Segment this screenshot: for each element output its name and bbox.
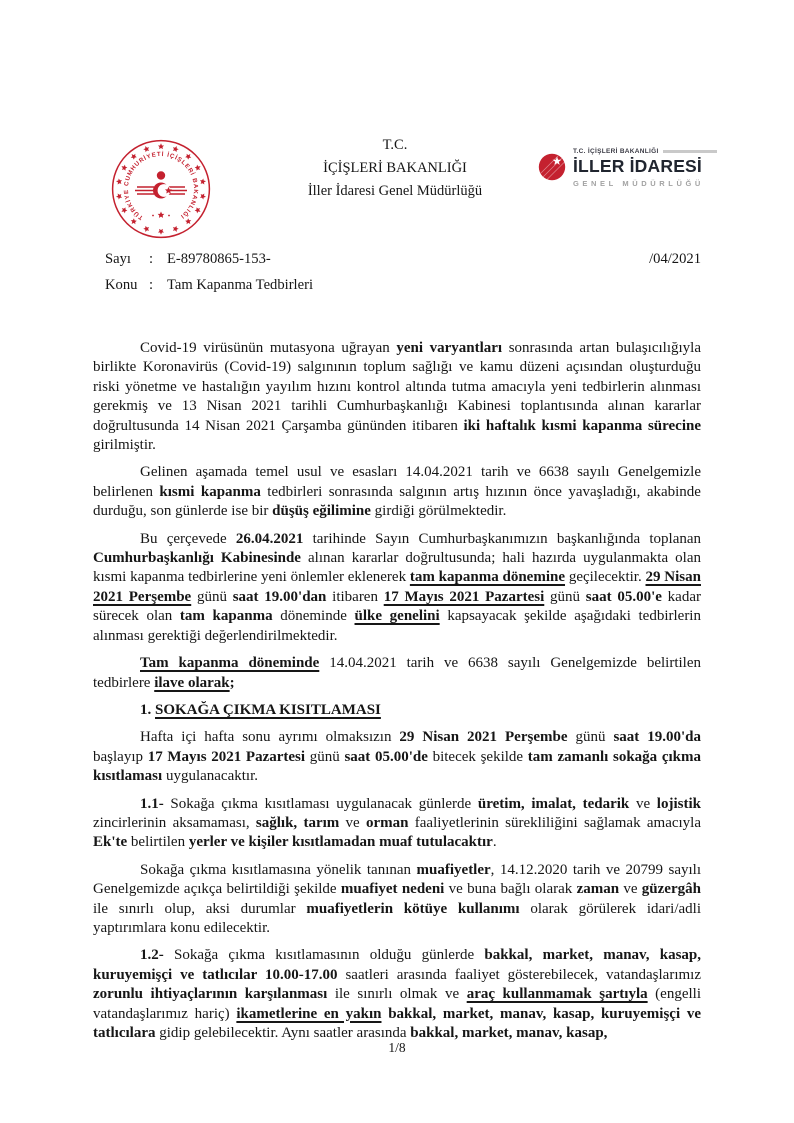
page-number: 1/8 — [388, 1040, 406, 1055]
text-run: Covid-19 virüsünün mutasyona uğrayan — [140, 340, 397, 356]
text-run: 26.04.2021 — [235, 530, 304, 547]
letterhead-line-tc: T.C. — [382, 137, 408, 153]
text-run: günü — [567, 729, 614, 746]
seal-center-emblem — [135, 171, 187, 218]
document-body — [93, 339, 701, 1051]
text-run: muafiyetlerin kötüye kullanımı — [306, 900, 520, 917]
text-run: zincirlerinin aksamaması, — [93, 814, 256, 831]
text-run: ve — [619, 881, 642, 898]
paragraph — [93, 861, 701, 939]
paragraph — [93, 728, 701, 786]
text-run: zorunlu ihtiyaçlarının karşılanması — [93, 986, 328, 1003]
logo-globe-icon — [537, 152, 567, 182]
letterhead-line-ministry: İÇİŞLERİ BAKANLIĞI — [323, 160, 467, 176]
text-run: yerler ve kişiler kısıtlamadan muaf tutulacaktır — [188, 834, 493, 851]
text-run: muafiyetler — [416, 861, 491, 878]
text-run: ve — [629, 795, 657, 812]
text-run: 29 Nisan 2021 Perşembe — [93, 569, 701, 605]
logo-top-row — [573, 148, 717, 155]
logo-divider-line — [663, 150, 717, 153]
text-run: Gelinen aşamada temel usul ve esasları 14.04.2021 tarih ve 6638 sayılı Genelgemizle belirlenen — [93, 464, 701, 500]
text-run: zaman — [576, 881, 620, 898]
text-run: 1.2- — [140, 947, 164, 964]
text-run: günü — [544, 588, 586, 605]
text-run: Cumhurbaşkanlığı Kabinesinde — [93, 550, 301, 567]
text-run: , 14.12.2020 tarih ve 20799 sayılı Genelgemizde açıkça belirtildiği şekilde — [93, 861, 701, 898]
sayi-value: E-89780865-153- — [167, 250, 271, 267]
text-run: faaliyetlerinin sürekliliğini sağlamak amacıyla — [408, 814, 701, 831]
text-run: tam kapanma — [179, 608, 273, 625]
text-run: Tam kapanma döneminde — [140, 655, 320, 672]
paragraph — [93, 795, 701, 853]
text-run: ikametlerine en yakın — [236, 1005, 382, 1022]
section-heading — [93, 701, 701, 720]
text-run: geçilecektir. — [565, 569, 646, 586]
text-run: bakkal, market, manav, kasap, kuruyemişçi ve tatlıcılar 10.00-17.00 — [93, 947, 701, 983]
text-run: girilmiştir. — [93, 437, 156, 454]
konu-colon: : — [149, 276, 154, 293]
text-run: bitecek şekilde — [427, 748, 528, 765]
konu-row — [105, 272, 701, 298]
logo-top-text: T.C. İÇİŞLERİ BAKANLIĞI — [573, 148, 659, 155]
text-run: girdiği görülmektedir. — [370, 503, 507, 520]
logo-text-block — [573, 148, 717, 188]
text-run: tam kapanma dönemine — [409, 569, 566, 586]
text-run: olarak görülerek idari/adli yaptırımlara konu edilecektir. — [93, 900, 701, 936]
text-run: kısmi kapanma — [159, 483, 261, 500]
text-run: tarihinde Sayın Cumhurbaşkanımızın başkanlığında toplanan — [303, 530, 702, 547]
logo-subtitle: GENEL MÜDÜRLÜĞÜ — [573, 179, 704, 188]
text-run: iki haftalık kısmi kapanma sürecine — [463, 417, 701, 434]
letterhead-title — [263, 134, 527, 203]
text-run: saat 05.00'de — [344, 748, 428, 765]
paragraph — [93, 530, 701, 646]
text-run: üretim, imalat, tedarik — [477, 795, 630, 812]
text-run: saat 19.00'da — [613, 729, 701, 746]
text-run: saat 19.00'dan — [232, 588, 327, 605]
sayi-row — [105, 246, 701, 272]
text-run: muafiyet nedeni — [340, 881, 445, 898]
text-run: Sokağa çıkma kısıtlamasına yönelik tanınan — [140, 861, 417, 878]
text-run: SOKAĞA ÇIKMA KISITLAMASI — [155, 701, 381, 718]
text-run: 14.04.2021 tarih ve 6638 sayılı Genelgemizde belirtilen tedbirlere — [93, 655, 701, 691]
logo-title: İLLER İDARESİ — [573, 156, 702, 176]
text-run: ; — [229, 674, 235, 691]
iller-idaresi-logo — [537, 148, 717, 188]
text-run: saat 05.00'e — [585, 588, 662, 605]
text-run: 1.1- — [140, 795, 164, 812]
paragraph — [93, 946, 701, 1043]
text-run: döneminde — [272, 608, 355, 625]
text-run: saatleri arasında faaliyet gösterebilecek, vatandaşlarımız — [337, 966, 701, 983]
text-run: belirtilen — [127, 834, 189, 851]
text-run: bakkal, market, manav, kasap, — [410, 1025, 608, 1041]
text-run: kadar sürecek olan — [93, 588, 701, 625]
text-run: ve — [339, 814, 366, 831]
paragraph — [93, 339, 701, 455]
text-run: kapsayacak şekilde aşağıdaki tedbirlerin alınması gerektiği değerlendirilmektedir. — [93, 608, 701, 644]
konu-value: Tam Kapanma Tedbirleri — [167, 276, 314, 293]
text-run: lojistik — [656, 795, 701, 812]
text-run: itibaren — [326, 588, 384, 605]
text-run: ve buna bağlı olarak — [444, 881, 577, 898]
text-run: 17 Mayıs 2021 Pazartesi — [147, 748, 306, 765]
ministry-seal-svg — [111, 139, 211, 239]
text-run: tam zamanlı sokağa çıkma kısıtlaması — [93, 748, 702, 785]
text-run: 1. — [140, 701, 155, 718]
text-run: 17 Mayıs 2021 Pazartesi — [383, 588, 545, 605]
text-run: (engelli vatandaşlarımız hariç) — [93, 986, 701, 1022]
text-run: düşüş eğilimine — [272, 503, 371, 520]
text-run: tedbirleri sonrasında salgının artış hızının önce yavaşladığı, akabinde durduğu, son günlerde ise bir — [93, 483, 701, 520]
text-run: günü — [191, 588, 233, 605]
sayi-label: Sayı — [105, 250, 131, 267]
text-run: Sokağa çıkma kısıtlaması uygulanacak günlerde — [163, 795, 478, 812]
text-run: araç kullanmamak şartıyla — [466, 986, 648, 1003]
text-run: uygulanacaktır. — [162, 768, 258, 785]
text-run: Hafta içi hafta sonu ayrımı olmaksızın — [140, 729, 400, 746]
text-run: ilave olarak — [154, 674, 230, 691]
text-run: Ek'te — [93, 834, 128, 851]
text-run: güzergâh — [641, 881, 701, 898]
seal-ring-text: TÜRKİYE CUMHURİYETİ İÇİŞLERİ BAKANLIĞI — [122, 150, 200, 221]
konu-label: Konu — [105, 276, 138, 293]
text-run: başlayıp — [93, 748, 148, 765]
paragraph — [93, 463, 701, 521]
text-run: alınan kararlar doğrultusunda; hali hazırda uygulanmakta olan kısmi kapanma tedbirlerine yeni önlemler eklenerek — [93, 550, 701, 586]
text-run: sağlık, tarım — [255, 814, 340, 831]
text-run: orman — [366, 814, 409, 831]
text-run: Bu çerçevede — [140, 530, 236, 547]
text-run: . — [492, 834, 497, 851]
ministry-seal-icon — [111, 139, 211, 239]
letterhead-line-directorate: İller İdaresi Genel Müdürlüğü — [307, 183, 483, 199]
text-run: günü — [305, 748, 345, 765]
text-run: ile sınırlı olmak ve — [327, 986, 467, 1003]
text-run: 29 Nisan 2021 Perşembe — [399, 729, 568, 746]
text-run: Sokağa çıkma kısıtlamasının olduğu günlerde — [163, 947, 485, 964]
document-meta — [105, 246, 701, 298]
text-run: ile sınırlı olup, aksi durumlar — [93, 900, 307, 917]
text-run: yeni varyantları — [396, 340, 503, 356]
document-date: /04/2021 — [649, 250, 701, 267]
text-run: bakkal, market, manav, kasap, kuruyemişçi ve tatlıcılara — [93, 1005, 701, 1041]
text-run: sonrasında artan bulaşıcılığıyla birlikte Koronavirüs (Covid-19) salgınının toplum sağlığı ve kamu düzeni açısından oluşturduğu riski yönetme ve hastalığın yayılım hızını kontrol altında tutma amacıyla yeni tedbirlerin alınması gerekmiş ve 13 Nisan 2021 tarihli Cumhurbaşkanlığı Kabinesi toplantısında alınan kararlar doğrultusunda 14 Nisan 2021 Çarşamba gününden itibaren — [93, 340, 701, 434]
paragraph — [93, 654, 701, 693]
sayi-colon: : — [149, 250, 154, 267]
text-run: ülke genelini — [354, 608, 440, 625]
text-run: gidip gelebilecektir. Aynı saatler arasında — [155, 1025, 411, 1041]
